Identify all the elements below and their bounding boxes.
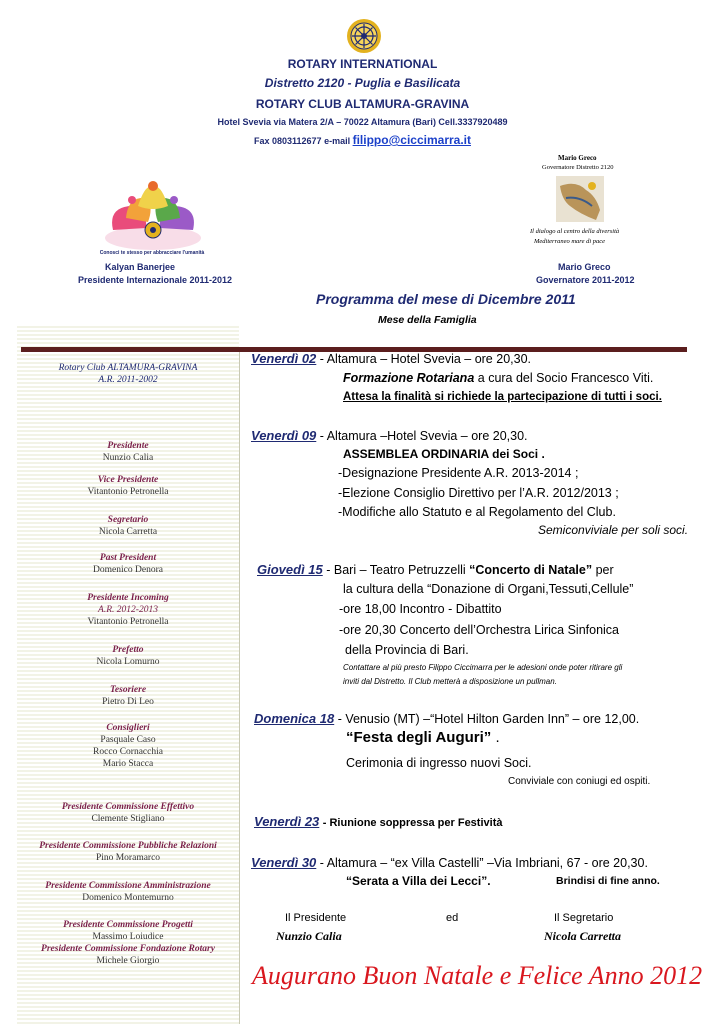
- event-09: [251, 426, 711, 446]
- role-prefect: [17, 644, 239, 668]
- event-line: ASSEMBLEA ORDINARIA dei Soci .: [343, 447, 545, 461]
- international-president-role: Presidente Internazionale 2011-2012: [77, 275, 233, 285]
- event-line: - Altamura – “ex Villa Castelli” –Via Imbriani, 67 - ore 20,30.: [319, 856, 648, 870]
- event-02-detail: [343, 369, 703, 388]
- role-title: Vice Presidente: [97, 475, 159, 485]
- event-line: Cerimonia di ingresso nuovi Soci.: [346, 756, 532, 770]
- signature-left-name: Nunzio Calia: [276, 929, 342, 943]
- role-title: Prefetto: [112, 645, 144, 655]
- governor-name: Mario Greco: [558, 262, 611, 272]
- signature-left-label: Il Presidente: [285, 912, 347, 924]
- signature-right-name: Nicola Carretta: [544, 929, 621, 943]
- event-note: inviti dal Distretto. Il Club metterà a disposizione un pullman.: [343, 677, 557, 686]
- role-value: Pino Moramarco: [95, 853, 161, 863]
- governor-role: Governatore 2011-2012: [536, 275, 635, 285]
- role-past-president: [17, 552, 239, 576]
- role-title: Tesoriere: [109, 685, 147, 695]
- role-value: Domenico Montemurno: [82, 893, 174, 903]
- role-title: Presidente Incoming: [87, 593, 169, 603]
- sidebar-club: [17, 362, 239, 386]
- event-15: [257, 560, 707, 580]
- event-line: - Altamura –Hotel Svevia – ore 20,30.: [319, 429, 528, 443]
- role-subtitle: A.R. 2012-2013: [98, 605, 158, 615]
- event-18-highlight: [346, 729, 500, 746]
- sidebar-border: [239, 352, 240, 1024]
- role-treasurer: [17, 684, 239, 708]
- role-title: Presidente Commissione Progetti: [63, 920, 193, 930]
- event-day: Venerdì 30: [251, 855, 317, 870]
- event-line: a cura del Socio Francesco Viti.: [477, 371, 654, 385]
- event-02: [251, 349, 711, 369]
- event-line: la cultura della “Donazione di Organi,Tessuti,Cellule”: [343, 582, 634, 596]
- signature-right-label: Il Segretario: [554, 912, 614, 924]
- role-title: Past President: [99, 553, 157, 563]
- page-subtitle: Mese della Famiglia: [378, 314, 477, 326]
- event-day: Venerdì 02: [251, 351, 317, 366]
- fax-text: Fax 0803112677 e-mail: [254, 136, 351, 146]
- role-title: Segretario: [107, 515, 149, 525]
- event-day: Domenica 18: [254, 711, 335, 726]
- sidebar-club-name: Rotary Club ALTAMURA-GRAVINA: [58, 363, 198, 373]
- event-note: Contattare al più presto Filippo Ciccimarra per le adesioni onde poter ritirare gli: [343, 663, 623, 672]
- event-line: -ore 18,00 Incontro - Dibattito: [339, 602, 502, 616]
- header-line-org: ROTARY INTERNATIONAL: [287, 57, 438, 71]
- sidebar-divider: [21, 347, 239, 352]
- role-title: Consiglieri: [106, 723, 150, 733]
- role-value: Vitantonio Petronella: [87, 617, 169, 627]
- event-day: Venerdì 09: [251, 428, 317, 443]
- role-value: Pasquale Caso: [100, 735, 156, 745]
- role-president-incoming: [17, 592, 239, 628]
- role-title: Presidente Commissione Amministrazione: [45, 881, 211, 891]
- rotary-wheel-icon: [346, 18, 382, 54]
- role-commission-pr: [17, 840, 239, 864]
- event-line: “Serata a Villa dei Lecci”.: [346, 874, 491, 888]
- role-commission-effettivo: [17, 801, 239, 825]
- greeting-text: Augurano Buon Natale e Felice Anno 2012: [252, 961, 703, 990]
- sidebar-club-year: A.R. 2011-2002: [98, 375, 158, 385]
- role-councillors: [17, 722, 239, 770]
- event-line: “Concerto di Natale”: [469, 563, 593, 577]
- role-value: Massimo Loiudice: [92, 932, 164, 942]
- event-line: -Designazione Presidente A.R. 2013-2014 ;: [338, 466, 579, 480]
- role-title: Presidente Commissione Fondazione Rotary: [41, 944, 215, 954]
- page-title: Programma del mese di Dicembre 2011: [316, 291, 576, 307]
- role-value: Nunzio Calia: [102, 453, 154, 463]
- event-30: [251, 853, 711, 873]
- event-line: “Festa degli Auguri”: [346, 729, 492, 746]
- event-line: - Venusio (MT) –“Hotel Hilton Garden Inn” – ore 12,00.: [337, 712, 640, 726]
- role-vice-president: [17, 474, 239, 498]
- event-line: Formazione Rotariana: [343, 371, 475, 385]
- event-line: - Altamura – Hotel Svevia – ore 20,30.: [319, 352, 531, 366]
- event-line: Brindisi di fine anno.: [556, 875, 660, 887]
- event-line: Semiconviviale per soli soci.: [538, 523, 689, 537]
- event-line: - Riunione soppressa per Festività: [322, 817, 503, 829]
- international-president-name: Kalyan Banerjee: [104, 262, 176, 272]
- role-value: Pietro Di Leo: [102, 697, 154, 707]
- email-link[interactable]: filippo@ciccimarra.it: [352, 133, 471, 147]
- role-title: Presidente: [107, 441, 149, 451]
- role-title: Presidente Commissione Pubbliche Relazioni: [39, 841, 217, 851]
- role-value: Rocco Cornacchia: [93, 747, 163, 757]
- event-line: - Bari – Teatro Petruzzelli: [326, 563, 466, 577]
- governor-logo-motto2: Mediterraneo mare di pace: [534, 238, 606, 245]
- mediterranean-map-icon: [556, 176, 604, 222]
- event-line: Attesa la finalità si richiede la partecipazione di tutti i soci.: [343, 391, 662, 403]
- event-line: Conviviale con coniugi ed ospiti.: [508, 776, 651, 787]
- role-value: Domenico Denora: [93, 565, 163, 575]
- event-line: -Modifiche allo Statuto e al Regolamento del Club.: [338, 505, 616, 519]
- event-day: Giovedì 15: [257, 562, 323, 577]
- governor-logo: [528, 152, 644, 252]
- role-value: Clemente Stigliano: [91, 814, 165, 824]
- role-value: Nicola Carretta: [98, 527, 158, 537]
- event-line: per: [595, 563, 614, 577]
- event-line: -Elezione Consiglio Direttivo per l’A.R. 2012/2013 ;: [338, 486, 619, 500]
- header-line-district: Distretto 2120 - Puglia e Basilicata: [264, 76, 461, 90]
- role-value: Michele Giorgio: [96, 956, 160, 966]
- role-value: Nicola Lomurno: [96, 657, 160, 667]
- role-value: Vitantonio Petronella: [87, 487, 169, 497]
- event-line: -ore 20,30 Concerto dell’Orchestra Lirica Sinfonica: [339, 623, 619, 637]
- signature-conjunction: ed: [446, 912, 459, 924]
- governor-logo-motto1: Il dialogo al centro della diversità: [530, 228, 620, 235]
- role-secretary: [17, 514, 239, 538]
- header-line-address: Hotel Svevia via Matera 2/A – 70022 Altamura (Bari) Cell.3337920489: [217, 117, 508, 127]
- governor-logo-title: Governatore Distretto 2120: [542, 164, 614, 171]
- role-title: Presidente Commissione Effettivo: [61, 802, 195, 812]
- event-line: della Provincia di Bari.: [345, 643, 469, 657]
- event-day: Venerdì 23: [254, 814, 320, 829]
- role-president: [17, 440, 239, 464]
- header-line-club: ROTARY CLUB ALTAMURA-GRAVINA: [255, 97, 470, 111]
- event-line: .: [495, 729, 500, 746]
- role-commission-projects: [17, 919, 239, 967]
- governor-logo-name: Mario Greco: [558, 154, 597, 162]
- theme-motto: Conosci te stesso per abbracciare l'umanità: [99, 250, 205, 256]
- rotary-theme-logo: [98, 178, 208, 258]
- event-23: [254, 812, 714, 833]
- event-18: [254, 709, 714, 729]
- role-commission-admin: [17, 880, 239, 904]
- header-line-contact: [0, 133, 725, 147]
- role-value: Mario Stacca: [102, 759, 154, 769]
